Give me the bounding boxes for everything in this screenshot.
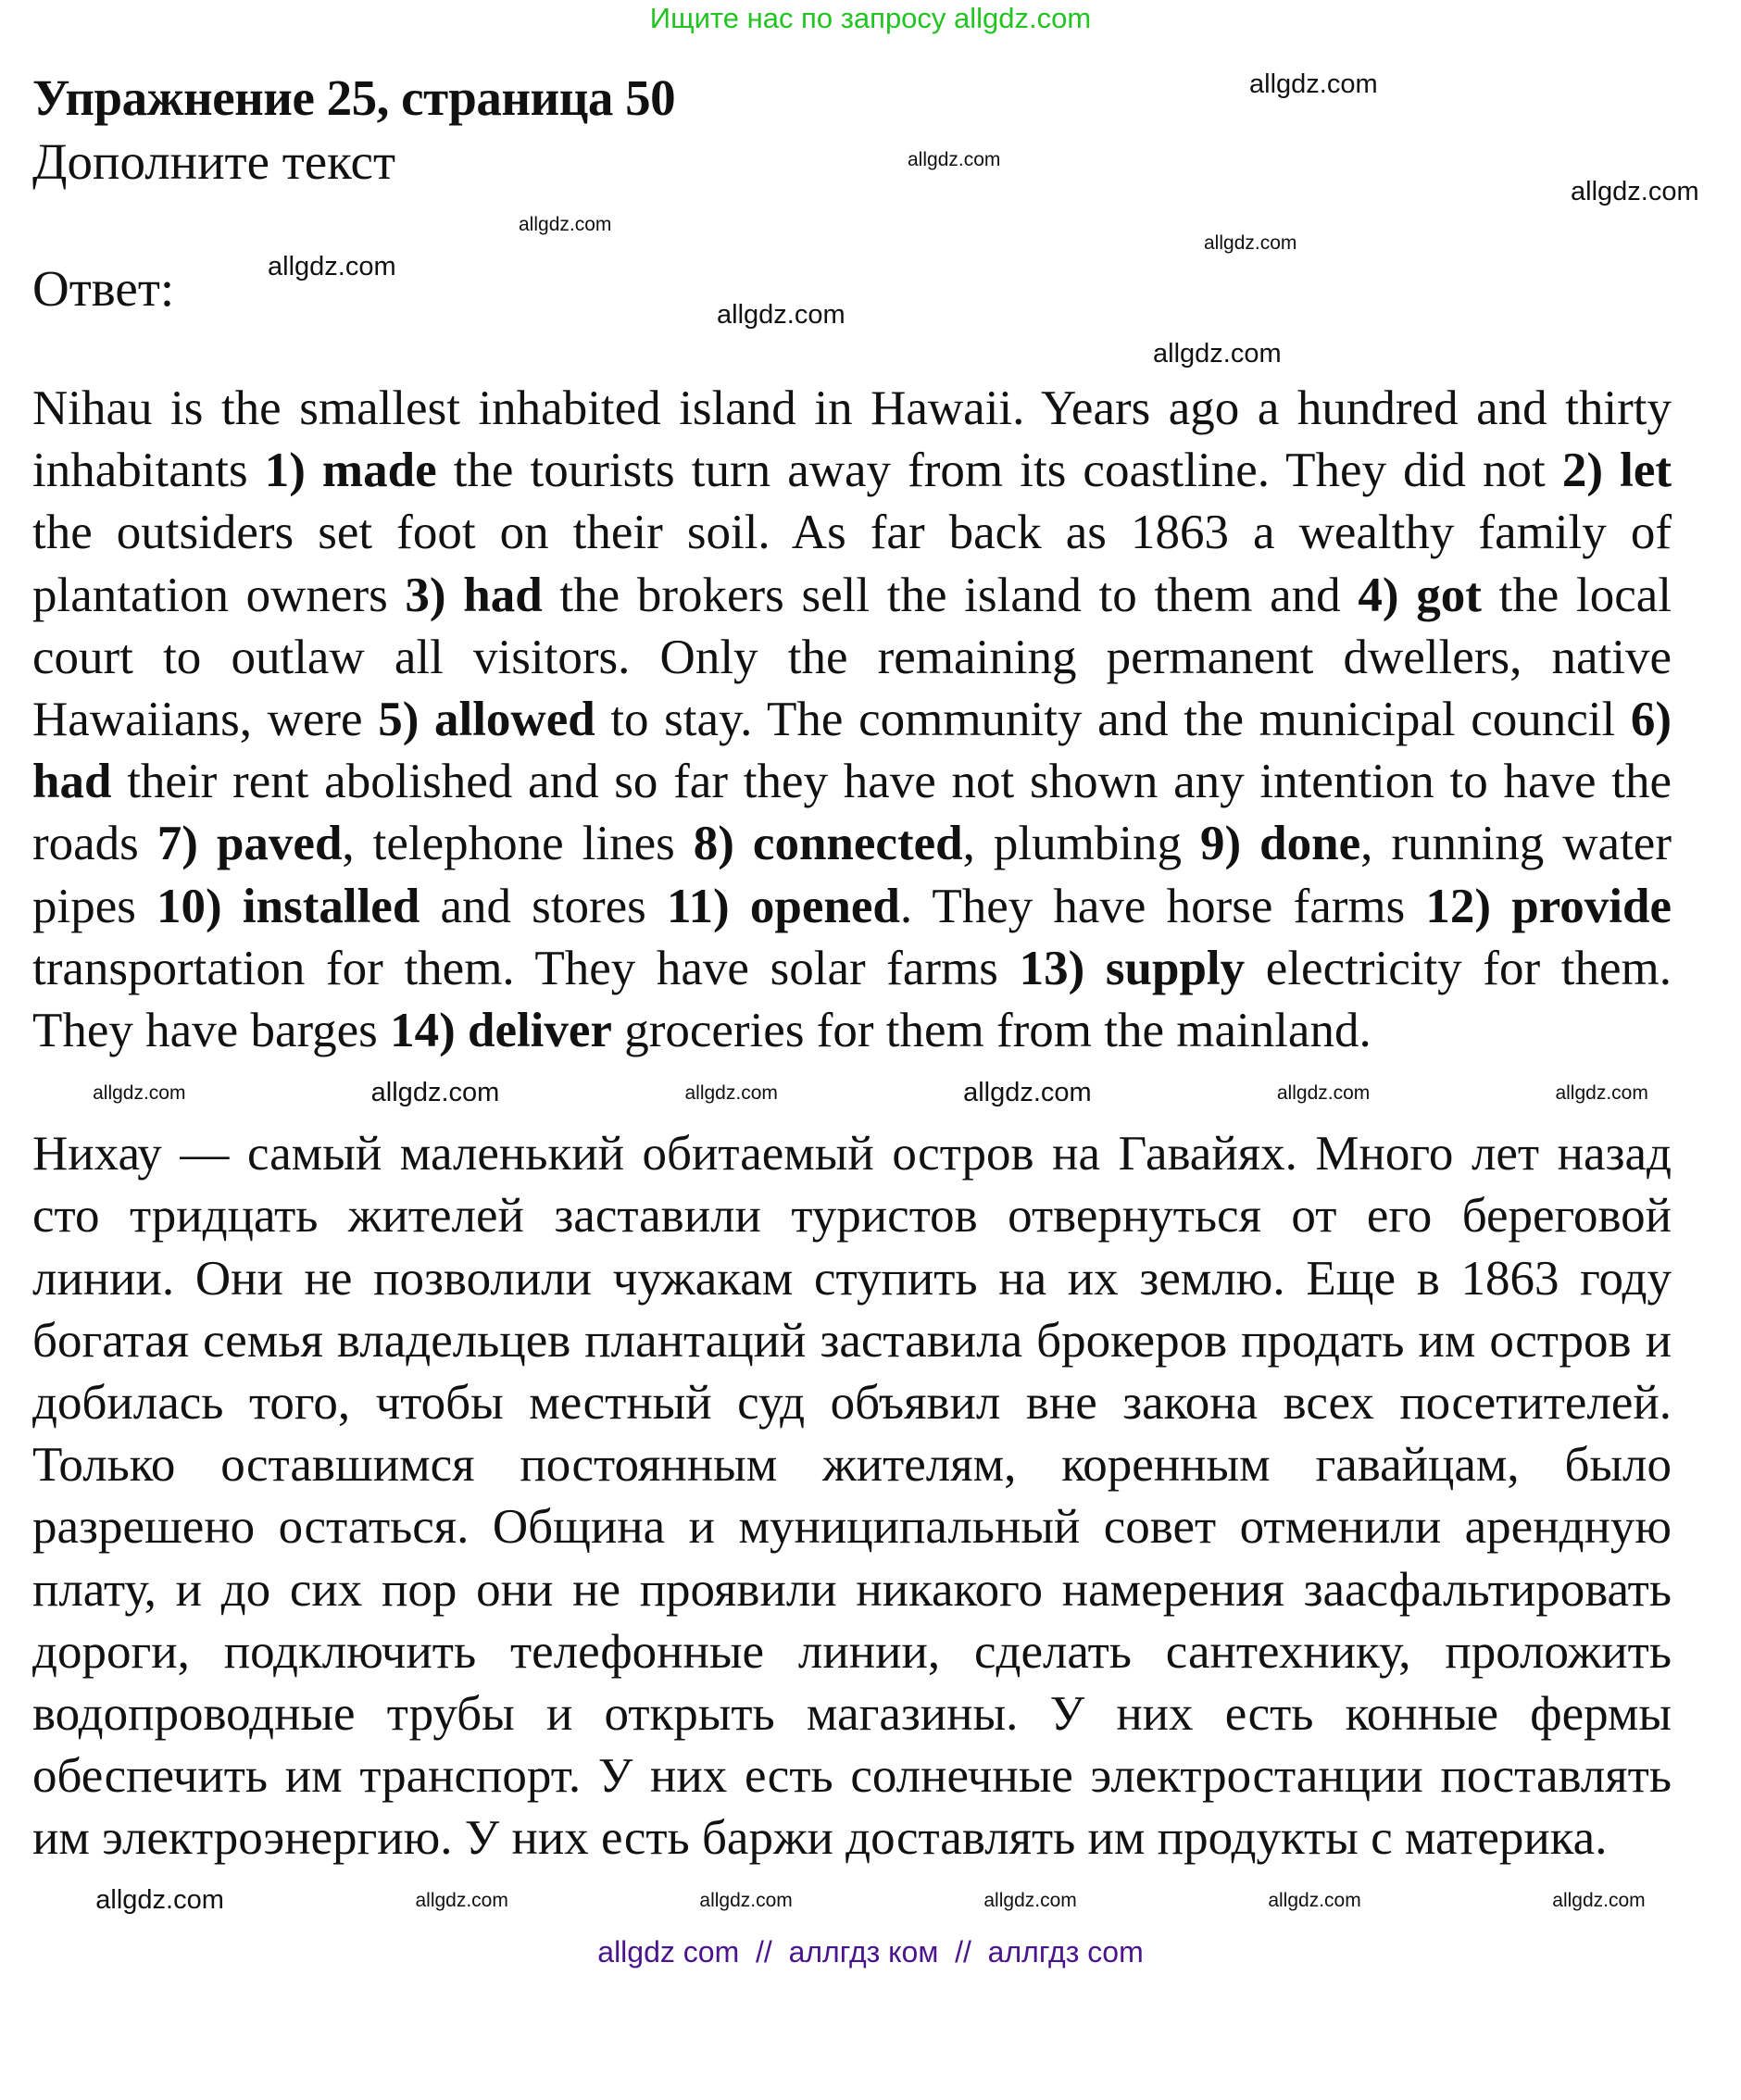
answer-label: Ответ: [32, 260, 175, 317]
watermark: allgdz.com [1249, 69, 1378, 99]
watermark: allgdz.com [415, 1890, 508, 1912]
watermark: allgdz.com [699, 1890, 793, 1912]
answer-word: 2) let [1561, 444, 1672, 498]
watermark-row [0, 1062, 1741, 1123]
watermark: allgdz.com [519, 214, 612, 235]
answer-word: 6) had [32, 693, 1672, 809]
watermark: allgdz.com [1276, 1081, 1371, 1104]
watermark: allgdz.com [93, 1081, 186, 1104]
text-segment: , plumbing [962, 817, 1201, 871]
watermark: allgdz.com [908, 149, 1001, 170]
text-segment: the local court to outlaw all visitors. Only the remaining permanent dwellers, native Hawaiians, were [32, 568, 1672, 747]
answer-word: 8) connected [693, 817, 963, 871]
answer-word: 3) had [405, 568, 543, 622]
watermark: allgdz.com [983, 1890, 1077, 1912]
watermark: allgdz.com [370, 1077, 500, 1107]
english-answer-paragraph [32, 378, 1672, 1062]
answer-word: 12) provide [1425, 879, 1672, 933]
exercise-title: Упражнение 25, страница 50 [32, 69, 676, 126]
text-segment: to stay. The community and the municipal council [595, 693, 1631, 747]
text-segment: Nihau is the smallest inhabited island in Hawaii. Years ago a hundred and thirty inhabitants [32, 381, 1672, 498]
answer-word: 7) paved [157, 817, 343, 871]
answer-word: 5) allowed [378, 693, 595, 747]
watermark: allgdz.com [1204, 232, 1297, 254]
russian-translation-paragraph: Нихау — самый маленький обитаемый остров на Гавайях. Много лет назад сто тридцать жителей заставили туристов отвернуться от его береговой линии. Они не позволили чужакам ступить на их землю. Еще в 1863 году богатая семья владельцев плантаций заставила брокеров продать им остров и добилась того, чтобы местный суд объявил вне закона всех посетителей. Только оставшимся постоянным жителям, коренным гавайцам, было разрешено остаться. Община и муниципальный совет отменили арендную плату, и до сих пор они не проявили никакого намерения заасфальтировать дороги, подключить телефонные линии, сделать сантехнику, проложить водопроводные трубы и открыть магазины. У них есть конные фермы обеспечить им транспорт. У них есть солнечные электростанции поставлять им электроэнергию. У них есть баржи доставлять им продукты с материка. [32, 1127, 1672, 1866]
text-segment: the tourists turn away from its coastline. They did not [436, 444, 1562, 498]
text-segment: transportation for them. They have solar farms [32, 941, 1020, 995]
text-segment: electricity for them. They have barges [32, 941, 1672, 1058]
answer-word: 4) got [1358, 568, 1482, 622]
answer-word: 11) opened [666, 879, 900, 933]
footer-links: allgdz com // аллгдз ком // аллгдз com [597, 1934, 1144, 1969]
text-segment: the outsiders set foot on their soil. As far back as 1863 a wealthy family of plantation owners [32, 506, 1672, 622]
watermark: allgdz.com [1153, 339, 1282, 369]
watermark-row [0, 1870, 1741, 1931]
watermark: allgdz.com [1268, 1890, 1361, 1912]
text-segment: . They have horse farms [899, 879, 1426, 933]
watermark: allgdz.com [1555, 1081, 1648, 1104]
answer-word: 10) installed [157, 879, 420, 933]
text-segment: their rent abolished and so far they have not shown any intention to have the roads [32, 755, 1672, 871]
watermark: allgdz.com [717, 300, 845, 330]
answer-word: 9) done [1200, 817, 1361, 871]
text-segment: groceries for them from the mainland. [611, 1004, 1372, 1058]
text-segment: and stores [420, 879, 667, 933]
answer-word: 14) deliver [390, 1004, 612, 1058]
text-segment: , telephone lines [342, 817, 694, 871]
watermark: allgdz.com [268, 252, 396, 281]
watermark: allgdz.com [95, 1885, 224, 1916]
exercise-subtitle: Дополните текст [32, 133, 395, 190]
watermark: allgdz.com [963, 1077, 1092, 1107]
top-banner: Ищите нас по запросу allgdz.com [649, 2, 1092, 34]
watermark: allgdz.com [684, 1081, 778, 1104]
watermark: allgdz.com [1552, 1890, 1646, 1912]
answer-word: 13) supply [1019, 941, 1246, 995]
text-segment: the brokers sell the island to them and [542, 568, 1359, 622]
text-segment: , running water pipes [32, 817, 1672, 933]
watermark: allgdz.com [1571, 177, 1699, 206]
answer-word: 1) made [264, 444, 437, 498]
